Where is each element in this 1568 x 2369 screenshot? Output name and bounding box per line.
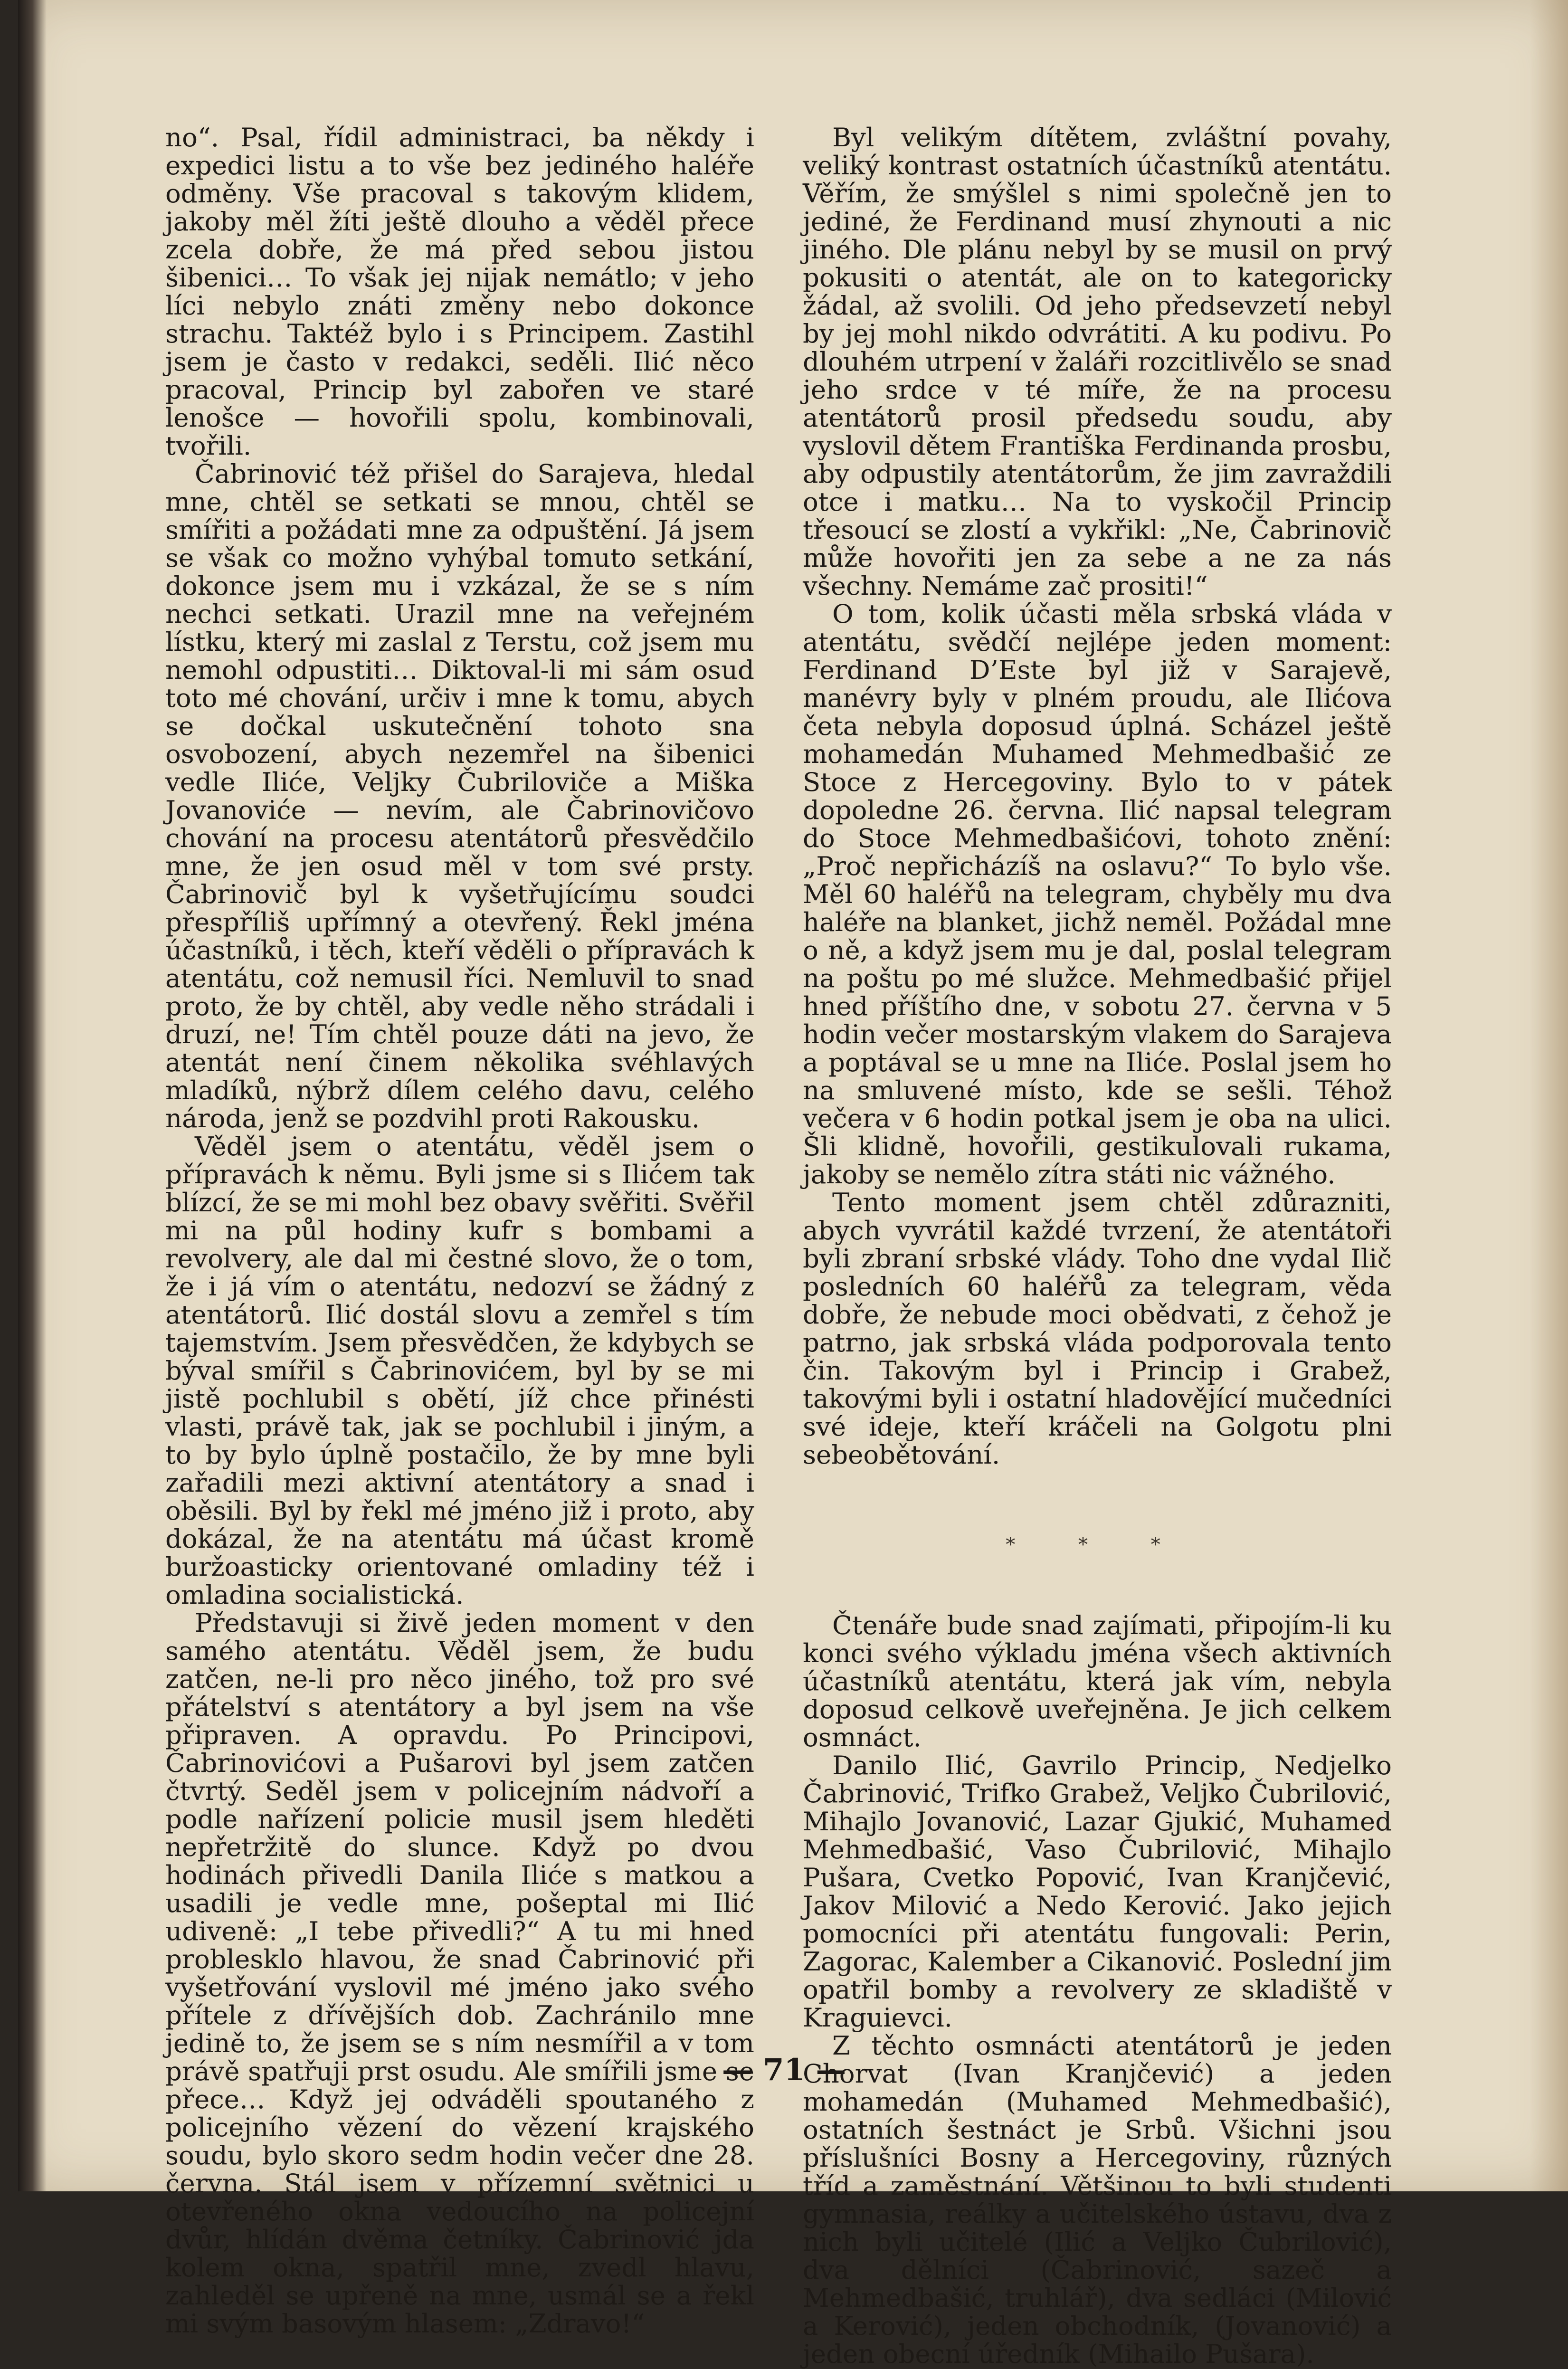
paragraph: no“. Psal, řídil administraci, ba někdy i expedici listu a to vše bez jediného haléře odměny. Vše pracoval s takovým klidem, jakoby měl žíti ještě dlouho a věděl přece zcela dobře, že má před sebou jistou šibenici… To však jej nijak nemátlo; v jeho líci nebylo znáti změny nebo dokonce strachu. Taktéž bylo i s Principem. Zastihl jsem je často v redakci, seděli. Ilić něco pracoval, Princip byl zabořen ve staré lenošce — hovořili spolu, kombinovali, tvořili. (165, 122, 754, 461)
paragraph: Danilo Ilić, Gavrilo Princip, Nedjelko Čabrinović, Trifko Grabež, Veljko Čubrilović, Mihajlo Jovanović, Lazar Gjukić, Muhamed Mehmedbašić, Vaso Čubrilović, Mihajlo Pušara, Cvetko Popović, Ivan Kranjčević, Jakov Milović a Nedo Kerović. Jako jejich pomocníci při atentátu fungovali: Perin, Zagorac, Kalember a Cikanović. Poslední jim opatřil bomby a revolvery ze skladiště v Kraguievci. (803, 1750, 1392, 2033)
paragraph: Čtenáře bude snad zajímati, připojím-li ku konci svého výkladu jména všech aktivních účastníků atentátu, která jak vím, nebyla doposud celkově uveřejněna. Je jich celkem osmnáct. (803, 1610, 1392, 1752)
page-number: — 71 — (722, 2052, 846, 2088)
paragraph: Věděl jsem o atentátu, věděl jsem o přípravách k němu. Byli jsme si s Ilićem tak blízcí, že se mi mohl bez obavy svěřiti. Svěřil mi na půl hodiny kufr s bombami a revolvery, ale dal mi čestné slovo, že o tom, že i já vím o atentátu, nedozví se žádný z atentátorů. Ilić dostál slovu a zemřel s tím tajemstvím. Jsem přesvědčen, že kdybych se býval smířil s Čabrinovićem, byl by se mi jistě pochlubil s obětí, jíž chce přinésti vlasti, právě tak, jak se pochlubil i jiným, a to by bylo úplně postačilo, že by mne byli zařadili mezi aktivní atentátory a snad i oběsili. Byl by řekl mé jméno již i proto, aby dokázal, že na atentátu má účast kromě buržoasticky orientované omladiny též i omladina socialistická. (165, 1131, 754, 1610)
page-binding-shadow (18, 0, 47, 2191)
right-text-column (803, 124, 1392, 2368)
paragraph: Představuji si živě jeden moment v den samého atentátu. Věděl jsem, že budu zatčen, ne-li pro něco jiného, tož pro své přátelství s atentátory a byl jsem na vše připraven. A opravdu. Po Principovi, Čabrinovićovi a Pušarovi byl jsem zatčen čtvrtý. Seděl jsem v policejním nádvoří a podle nařízení policie musil jsem hleděti nepřetržitě do slunce. Když po dvou hodinách přivedli Danila Iliće s matkou a usadili je vedle mne, pošeptal mi Ilić udiveně: „I tebe přivedli?“ A tu mi hned problesklo hlavou, že snad Čabrinović při vyšetřování vyslovil mé jméno jako svého přítele z dřívějších dob. Zachránilo mne jedině to, že jsem se s ním nesmířil a v tom právě spatřuji prst osudu. Ale smířili jsme se přece… Když jej odváděli spoutaného z policejního vězení do vězení krajského soudu, bylo skoro sedm hodin večer dne 28. června. Stál jsem v přízemní světnici u otevřeného okna vedoucího na policejní dvůr, hlídán dvěma četníky. Čabrinović jda kolem okna, spatřil mne, zvedl hlavu, zahleděl se upřeně na mne, usmál se a řekl mi svým basovým hlasem: „Zdravo!“ (165, 1608, 754, 2339)
book-page (18, 0, 1568, 2369)
section-separator: * * * (1006, 1534, 1189, 1556)
paragraph: Tento moment jsem chtěl zdůrazniti, abych vyvrátil každé tvrzení, že atentátoři byli zbraní srbské vlády. Toho dne vydal Ilič posledních 60 haléřů za telegram, věda dobře, že nebude moci obědvati, z čehož je patrno, jak srbská vláda podporovala tento čin. Takovým byl i Princip i Grabež, takovými byli i ostatní hladovějící mučedníci své ideje, kteří kráčeli na Golgotu plni sebeobětování. (803, 1187, 1392, 1470)
paragraph: O tom, kolik účasti měla srbská vláda v atentátu, svědčí nejlépe jeden moment: Ferdinand D’Este byl již v Sarajevě, manévry byly v plném proudu, ale Ilićova četa nebyla doposud úplná. Scházel ještě mohamedán Muhamed Mehmedbašić ze Stoce z Hercegoviny. Bylo to v pátek dopoledne 26. června. Ilić napsal telegram do Stoce Mehmedbašićovi, tohoto znění: „Proč nepřicházíš na oslavu?“ To bylo vše. Měl 60 haléřů na telegram, chyběly mu dva haléře na blanket, jichž neměl. Požádal mne o ně, a když jsem mu je dal, poslal telegram na poštu po mé služce. Mehmedbašić přijel hned příštího dne, v sobotu 27. června v 5 hodin večer mostarským vlakem do Sarajeva a poptával se u mne na Iliće. Poslal jsem ho na smluvené místo, kde se sešli. Téhož večera v 6 hodin potkal jsem je oba na ulici. Šli klidně, hovořili, gestikulovali rukama, jakoby se nemělo zítra státi nic vážného. (803, 599, 1392, 1189)
page-edge-stain (1530, 0, 1568, 2191)
left-text-column (165, 124, 754, 2338)
paragraph: Čabrinović též přišel do Sarajeva, hledal mne, chtěl se setkati se mnou, chtěl se smířiti a požádati mne za odpuštění. Já jsem se však co možno vyhýbal tomuto setkání, dokonce jsem mu i vzkázal, že se s ním nechci setkati. Urazil mne na veřejném lístku, který mi zaslal z Terstu, což jsem mu nemohl odpustiti… Diktoval-li mi sám osud toto mé chování, určiv i mne k tomu, abych se dočkal uskutečnění tohoto sna osvobození, abych nezemřel na šibenici vedle Iliće, Veljky Čubriloviče a Miška Jovanoviće — nevím, ale Čabrinovičovo chování na procesu atentátorů přesvědčilo mne, že jen osud měl v tom své prsty. Čabrinovič byl k vyšetřujícímu soudci přespříliš upřímný a otevřený. Řekl jména účastníků, i těch, kteří věděli o přípravách k atentátu, což nemusil říci. Nemluvil to snad proto, že by chtěl, aby vedle něho strádali i druzí, ne! Tím chtěl pouze dáti na jevo, že atentát není činem několika svéhlavých mladíků, nýbrž dílem celého davu, celého národa, jenž se pozdvihl proti Rakousku. (165, 458, 754, 1133)
paragraph: Z těchto osmnácti atentátorů je jeden Chorvat (Ivan Kranjčević) a jeden mohamedán (Muhamed Mehmedbašić), ostatních šestnáct je Srbů. Všichni jsou příslušníci Bosny a Hercegoviny, různých tříd a zaměstnání. Většinou to byli studenti gymnasia, reálky a učitelského ústavu, dva z nich byli učitelé (Ilić a Veljko Čubrilović), dva dělníci (Čabrinović, sazeč a Mehmedbašić, truhlář), dva sedláci (Milović a Kerović), jeden obchodník, (Jovanović) a jeden obecní úředník (Mihailo Pušara). (803, 2030, 1392, 2369)
paragraph: Byl velikým dítětem, zvláštní povahy, veliký kontrast ostatních účastníků atentátu. Věřím, že smýšlel s nimi společně jen to jediné, že Ferdinand musí zhynouti a nic jiného. Dle plánu nebyl by se musil on prvý pokusiti o atentát, ale on to kategoricky žádal, až svolili. Od jeho předsevzetí nebyl by jej mohl nikdo odvrátiti. A ku podivu. Po dlouhém utrpení v žaláři rozcitlivělo se snad jeho srdce v té míře, že na procesu atentátorů prosil předsedu soudu, aby vyslovil dětem Františka Ferdinanda prosbu, aby odpustily atentátorům, že jim zavraždili otce i matku… Na to vyskočil Princip třesoucí se zlostí a vykřikl: „Ne, Čabrinovič může hovořiti jen za sebe a ne za nás všechny. Nemáme zač prositi!“ (803, 122, 1392, 601)
